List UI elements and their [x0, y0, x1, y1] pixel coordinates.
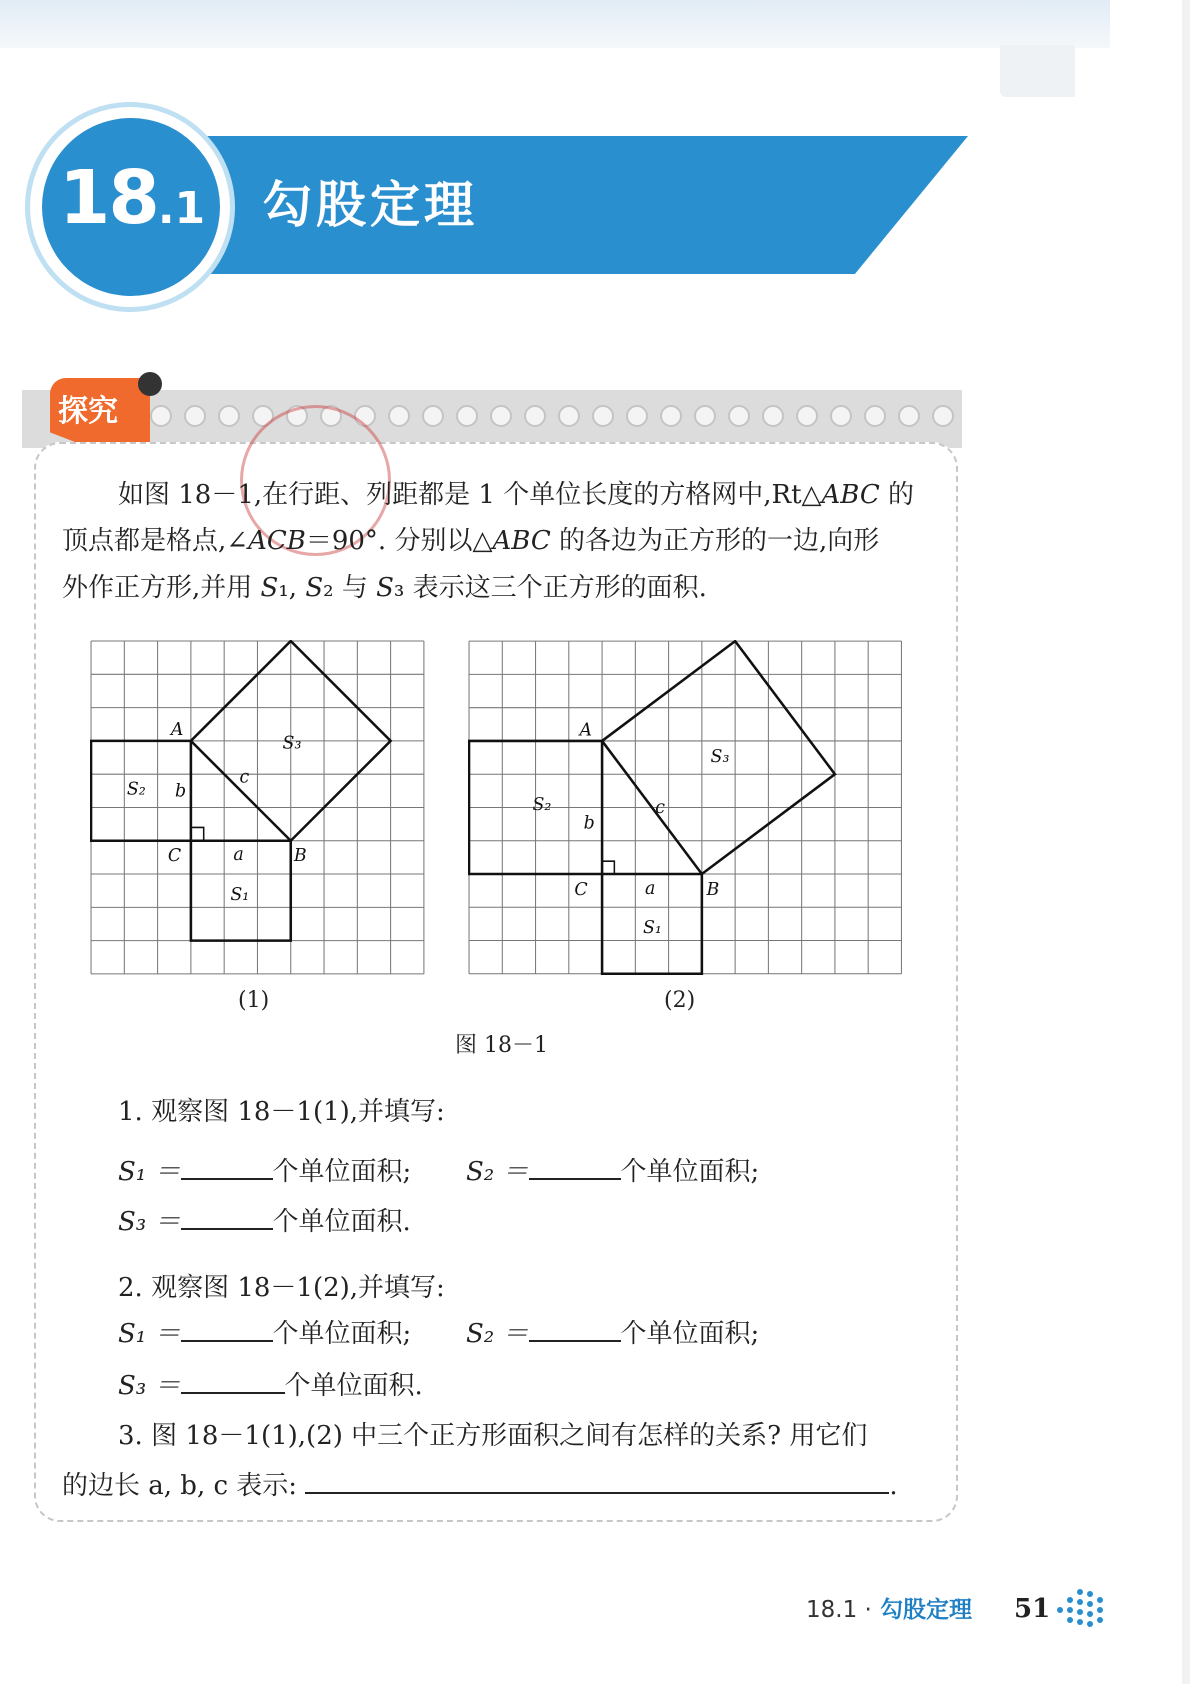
label-b: b	[583, 813, 595, 834]
binder-hole	[864, 405, 886, 427]
question-3-line-1: 3. 图 18－1(1),(2) 中三个正方形面积之间有怎样的关系? 用它们	[118, 1421, 868, 1451]
binder-hole	[218, 405, 240, 427]
explore-tag-label: 探究	[58, 394, 118, 429]
binder-hole	[932, 405, 954, 427]
label-s1: S₁	[230, 885, 250, 906]
intro-line-1: 如图 18－1,在行距、列距都是 1 个单位长度的方格网中,Rt△ABC 的	[118, 480, 915, 510]
footer-section: 18.1 ·	[806, 1597, 872, 1623]
top-band	[0, 0, 1110, 48]
page-edge	[1182, 0, 1190, 1684]
figure-18-1-2	[468, 640, 904, 978]
binder-hole	[422, 405, 444, 427]
q1-s3-blank[interactable]	[181, 1202, 273, 1230]
label-s1: S₁	[643, 917, 662, 938]
q2-s2-blank[interactable]	[529, 1314, 621, 1342]
binder-hole	[694, 405, 716, 427]
page-title: 勾股定理	[262, 176, 478, 234]
tag-dot	[138, 372, 162, 396]
binder-hole	[592, 405, 614, 427]
q1-s1-row: S₁ ＝ 个单位面积;	[118, 1152, 411, 1190]
q1-s1-blank[interactable]	[181, 1152, 273, 1180]
right-angle-mark	[602, 861, 614, 874]
right-angle-mark	[191, 827, 204, 840]
q3-answer-blank[interactable]	[305, 1466, 889, 1494]
figure-title: 图 18－1	[455, 1033, 548, 1058]
binder-hole	[762, 405, 784, 427]
label-B: B	[706, 879, 720, 900]
label-c: c	[655, 798, 666, 819]
label-c: c	[239, 767, 250, 788]
binder-hole	[558, 405, 580, 427]
label-A: A	[579, 720, 593, 741]
figure-18-1-1	[90, 640, 428, 978]
binder-hole	[728, 405, 750, 427]
label-s3: S₃	[282, 733, 302, 754]
label-a: a	[233, 845, 244, 866]
corner-tab	[1000, 45, 1075, 97]
intro-line-3: 外作正方形,并用 S₁, S₂ 与 S₃ 表示这三个正方形的面积.	[62, 573, 707, 603]
binder-hole	[898, 405, 920, 427]
label-A: A	[170, 720, 184, 741]
footer-dots-icon	[1052, 1586, 1112, 1634]
q2-s1-row: S₁ ＝ 个单位面积;	[118, 1314, 411, 1352]
label-s2: S₂	[532, 795, 552, 816]
question-2: 2. 观察图 18－1(2),并填写:	[118, 1273, 445, 1303]
binder-hole	[184, 405, 206, 427]
section-sub-number: .1	[157, 183, 206, 234]
binder-hole	[490, 405, 512, 427]
page-number: 51	[1014, 1594, 1051, 1624]
label-C: C	[574, 879, 588, 900]
q2-s2-row: S₂ ＝ 个单位面积;	[466, 1314, 759, 1352]
q1-s3-row: S₃ ＝ 个单位面积.	[118, 1202, 411, 1240]
q2-s3-blank[interactable]	[181, 1366, 285, 1394]
binder-hole	[796, 405, 818, 427]
q2-s3-row: S₃ ＝ 个单位面积.	[118, 1366, 423, 1404]
label-B: B	[293, 846, 307, 867]
footer-title: 勾股定理	[880, 1597, 972, 1623]
q1-s2-blank[interactable]	[529, 1152, 621, 1180]
label-a: a	[645, 878, 656, 899]
question-3-line-2: 的边长 a, b, c 表示: .	[62, 1466, 898, 1504]
figure-caption-2: (2)	[664, 988, 696, 1013]
binder-hole	[660, 405, 682, 427]
question-1: 1. 观察图 18－1(1),并填写:	[118, 1097, 445, 1127]
label-s2: S₂	[126, 779, 146, 800]
binder-hole	[150, 405, 172, 427]
intro-line-2: 顶点都是格点,∠ACB＝90°. 分别以△ABC 的各边为正方形的一边,向形	[62, 526, 880, 556]
section-number: 18.1	[58, 155, 206, 241]
binder-hole	[524, 405, 546, 427]
binder-hole	[626, 405, 648, 427]
binder-hole	[456, 405, 478, 427]
q1-s2-row: S₂ ＝ 个单位面积;	[466, 1152, 759, 1190]
label-b: b	[175, 781, 187, 802]
q2-s1-blank[interactable]	[181, 1314, 273, 1342]
label-s3: S₃	[710, 746, 730, 767]
binder-hole	[388, 405, 410, 427]
label-C: C	[167, 846, 182, 867]
figure-caption-1: (1)	[238, 988, 270, 1013]
binder-hole	[830, 405, 852, 427]
